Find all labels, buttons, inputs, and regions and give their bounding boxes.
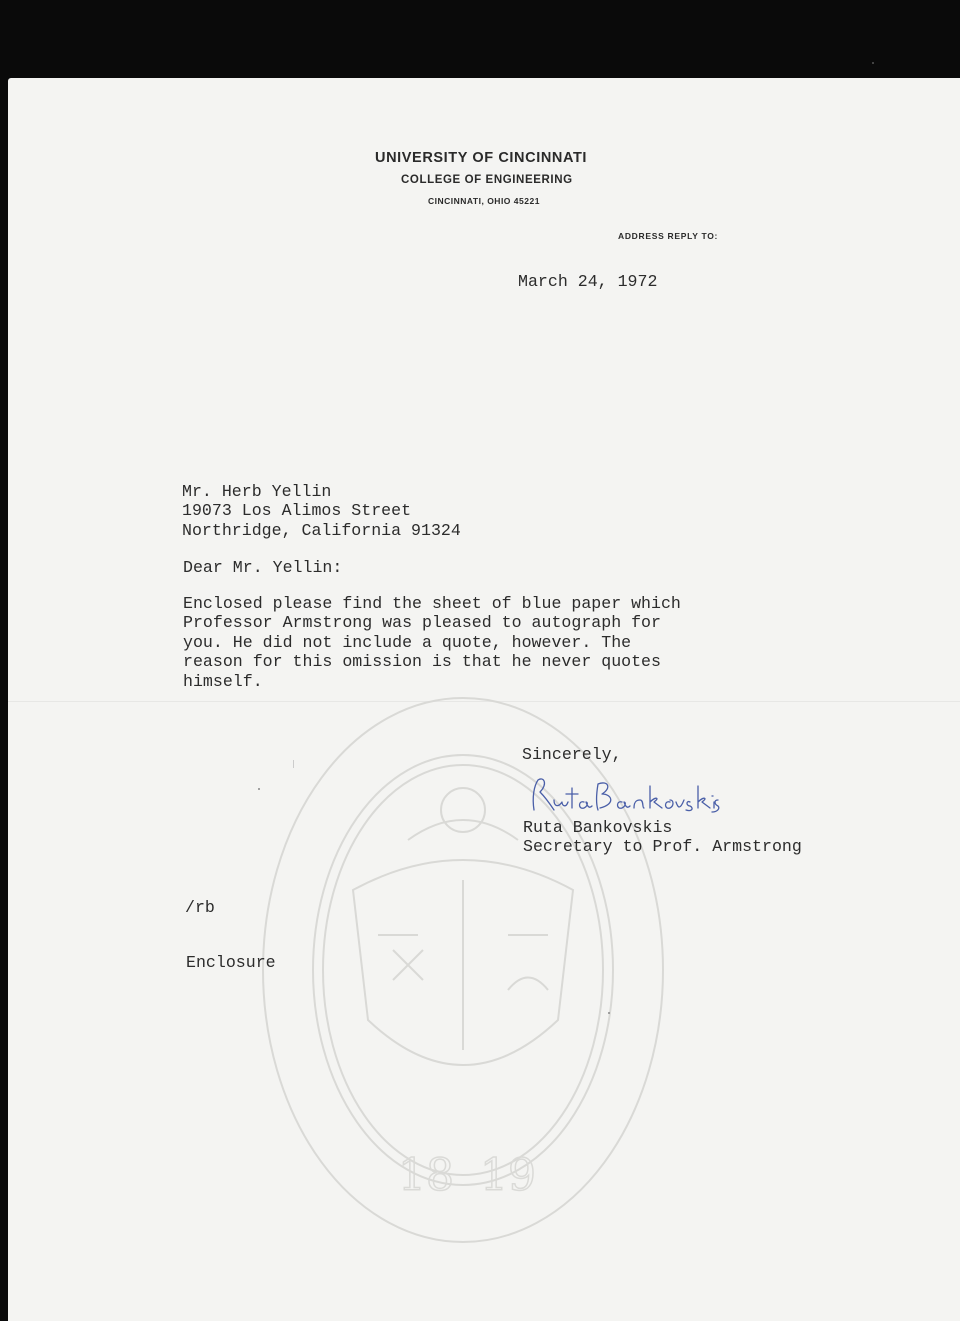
body-line: Enclosed please find the sheet of blue paper which xyxy=(183,594,681,613)
paper-speck xyxy=(608,1012,610,1014)
paper-speck xyxy=(872,62,874,64)
closing: Sincerely, xyxy=(522,745,622,764)
handwritten-signature xyxy=(526,772,721,822)
paper-speck xyxy=(258,788,260,790)
body-line: himself. xyxy=(183,671,263,691)
letterhead-reply-label: ADDRESS REPLY TO: xyxy=(618,231,719,241)
letter-date: March 24, 1972 xyxy=(518,272,658,291)
recipient-street: 19073 Los Alimos Street xyxy=(182,501,412,521)
recipient-name: Mr. Herb Yellin xyxy=(182,482,332,501)
salutation: Dear Mr. Yellin: xyxy=(183,558,343,577)
typist-initials: /rb xyxy=(185,898,215,917)
seal-year-right: 19 xyxy=(480,1150,536,1201)
body-line: reason for this omission is that he never quotes xyxy=(183,652,661,672)
letter-body xyxy=(183,594,681,691)
body-line: Professor Armstrong was pleased to autograph for xyxy=(183,613,661,633)
recipient-address xyxy=(182,482,461,540)
letterhead-college: COLLEGE OF ENGINEERING xyxy=(401,174,573,186)
letterhead-city: CINCINNATI, OHIO 45221 xyxy=(428,196,540,206)
seal-year-left: 18 xyxy=(398,1150,454,1201)
signer-block xyxy=(523,818,802,857)
recipient-city-state: Northridge, California 91324 xyxy=(182,520,461,540)
signer-name: Ruta Bankovskis xyxy=(523,818,673,837)
paper-speck xyxy=(293,760,294,768)
signer-title: Secretary to Prof. Armstrong xyxy=(523,837,802,857)
letterhead-university: UNIVERSITY OF CINCINNATI xyxy=(375,150,588,166)
enclosure-note: Enclosure xyxy=(186,953,276,972)
body-line: you. He did not include a quote, however. The xyxy=(183,632,632,652)
